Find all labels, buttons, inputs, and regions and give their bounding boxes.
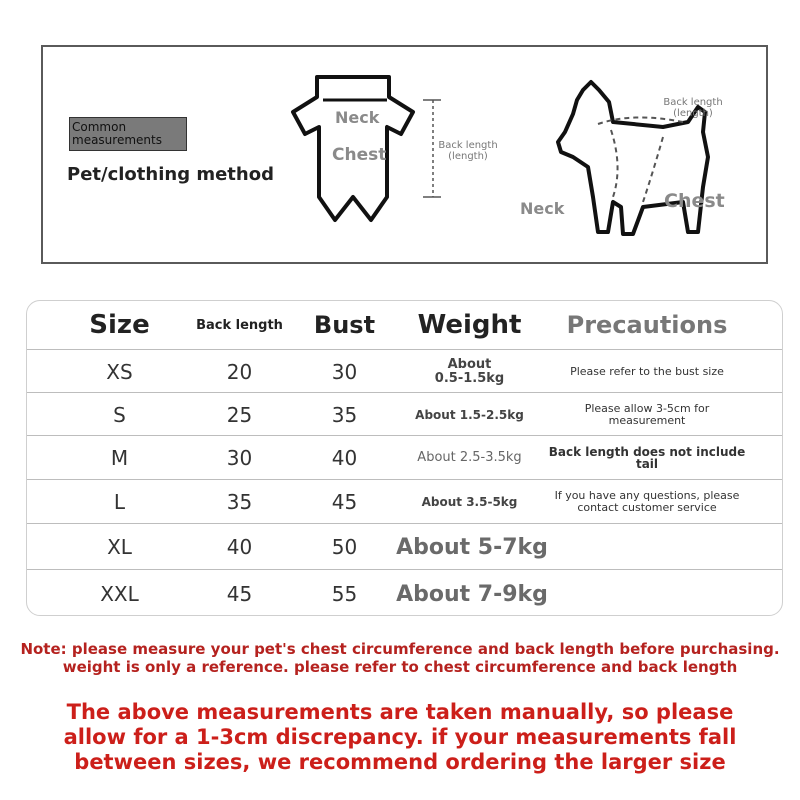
row-precaution <box>547 393 747 436</box>
row-precaution-line1: Please refer to the bust size <box>570 364 724 378</box>
row-size: M <box>110 446 129 470</box>
row-back-length: 40 <box>226 535 253 559</box>
row-bust: 35 <box>331 402 358 427</box>
measure-note <box>0 640 800 676</box>
row-back-length: 35 <box>226 490 253 514</box>
row-weight <box>397 393 542 436</box>
row-weight-line1: About 1.5-2.5kg <box>415 407 524 422</box>
header-bust: Bust <box>313 311 376 339</box>
row-weight-line1: About 2.5-3.5kg <box>417 450 522 465</box>
row-precaution-line1: If you have any questions, please <box>554 489 740 502</box>
row-weight-line1: About <box>447 356 492 372</box>
row-bust: 45 <box>331 490 358 514</box>
row-back-length: 20 <box>226 359 253 384</box>
row-size: S <box>113 402 126 427</box>
table-row <box>27 349 782 393</box>
badge-line-2: measurements <box>72 133 162 147</box>
note-line-1: Note: please measure your pet's chest circumference and back length before purchasing. <box>20 640 780 658</box>
row-size: XXL <box>100 582 139 606</box>
discrepancy-note <box>0 700 800 775</box>
row-back-length: 30 <box>226 446 253 470</box>
method-label: Pet/clothing method <box>67 164 274 185</box>
badge-line-1: Common <box>72 120 127 134</box>
dog-diagram <box>513 72 753 247</box>
row-precaution-line2: contact customer service <box>577 501 717 514</box>
dog-back-length-sub: (length) <box>673 108 713 119</box>
row-back-length: 25 <box>226 402 253 427</box>
clothes-back-length-sub: (length) <box>448 151 488 162</box>
row-bust: 55 <box>331 582 358 606</box>
row-bust: 50 <box>331 535 358 559</box>
row-weight <box>397 350 542 393</box>
clothes-back-length-text: Back length <box>438 140 498 151</box>
table-row <box>27 479 782 524</box>
dog-back-length-label <box>653 97 733 119</box>
row-precaution <box>547 570 747 616</box>
row-bust: 30 <box>331 359 358 384</box>
discrepancy-line-3: between sizes, we recommend ordering the larger size <box>74 750 726 774</box>
row-weight-line1: About 3.5-5kg <box>421 495 518 509</box>
measurement-method-panel <box>41 45 768 264</box>
common-measurements-badge <box>69 117 187 151</box>
header-weight: Weight <box>417 310 522 340</box>
row-precaution-line1: Please allow 3-5cm for measurement <box>584 401 710 427</box>
row-precaution-line2: tail <box>635 457 659 471</box>
dog-chest-label: Chest <box>664 190 725 212</box>
row-weight-line2: 0.5-1.5kg <box>434 370 505 386</box>
clothes-back-length-label <box>423 140 513 162</box>
row-back-length: 45 <box>226 582 253 606</box>
row-weight <box>397 436 542 480</box>
header-back-length: Back length <box>196 317 283 333</box>
table-row <box>27 569 782 616</box>
header-precautions: Precautions <box>566 311 728 339</box>
discrepancy-line-1: The above measurements are taken manually, so please <box>66 700 734 724</box>
row-weight: About 5-7kg <box>396 534 548 560</box>
table-row <box>27 435 782 480</box>
size-chart-table <box>26 300 783 616</box>
row-bust: 40 <box>331 446 358 470</box>
row-precaution <box>547 480 747 524</box>
dog-back-length-text: Back length <box>663 97 723 108</box>
row-weight <box>397 480 542 524</box>
row-size: L <box>113 490 126 514</box>
row-precaution-line1: Back length does not include <box>548 445 746 459</box>
row-size: XS <box>106 359 133 384</box>
discrepancy-line-2: allow for a 1-3cm discrepancy. if your measurements fall <box>63 725 737 749</box>
row-precaution <box>547 436 747 480</box>
table-header-row <box>27 301 782 349</box>
table-row <box>27 523 782 570</box>
table-row <box>27 392 782 436</box>
note-line-2: weight is only a reference. please refer to chest circumference and back length <box>62 658 738 676</box>
clothing-diagram <box>283 72 503 247</box>
row-precaution <box>547 350 747 393</box>
row-weight: About 7-9kg <box>396 581 548 607</box>
dog-neck-label: Neck <box>520 199 565 218</box>
row-precaution <box>547 524 747 570</box>
clothes-chest-label: Chest <box>332 145 387 165</box>
row-size: XL <box>107 535 132 559</box>
clothes-neck-label: Neck <box>335 108 380 127</box>
header-size: Size <box>89 310 150 340</box>
